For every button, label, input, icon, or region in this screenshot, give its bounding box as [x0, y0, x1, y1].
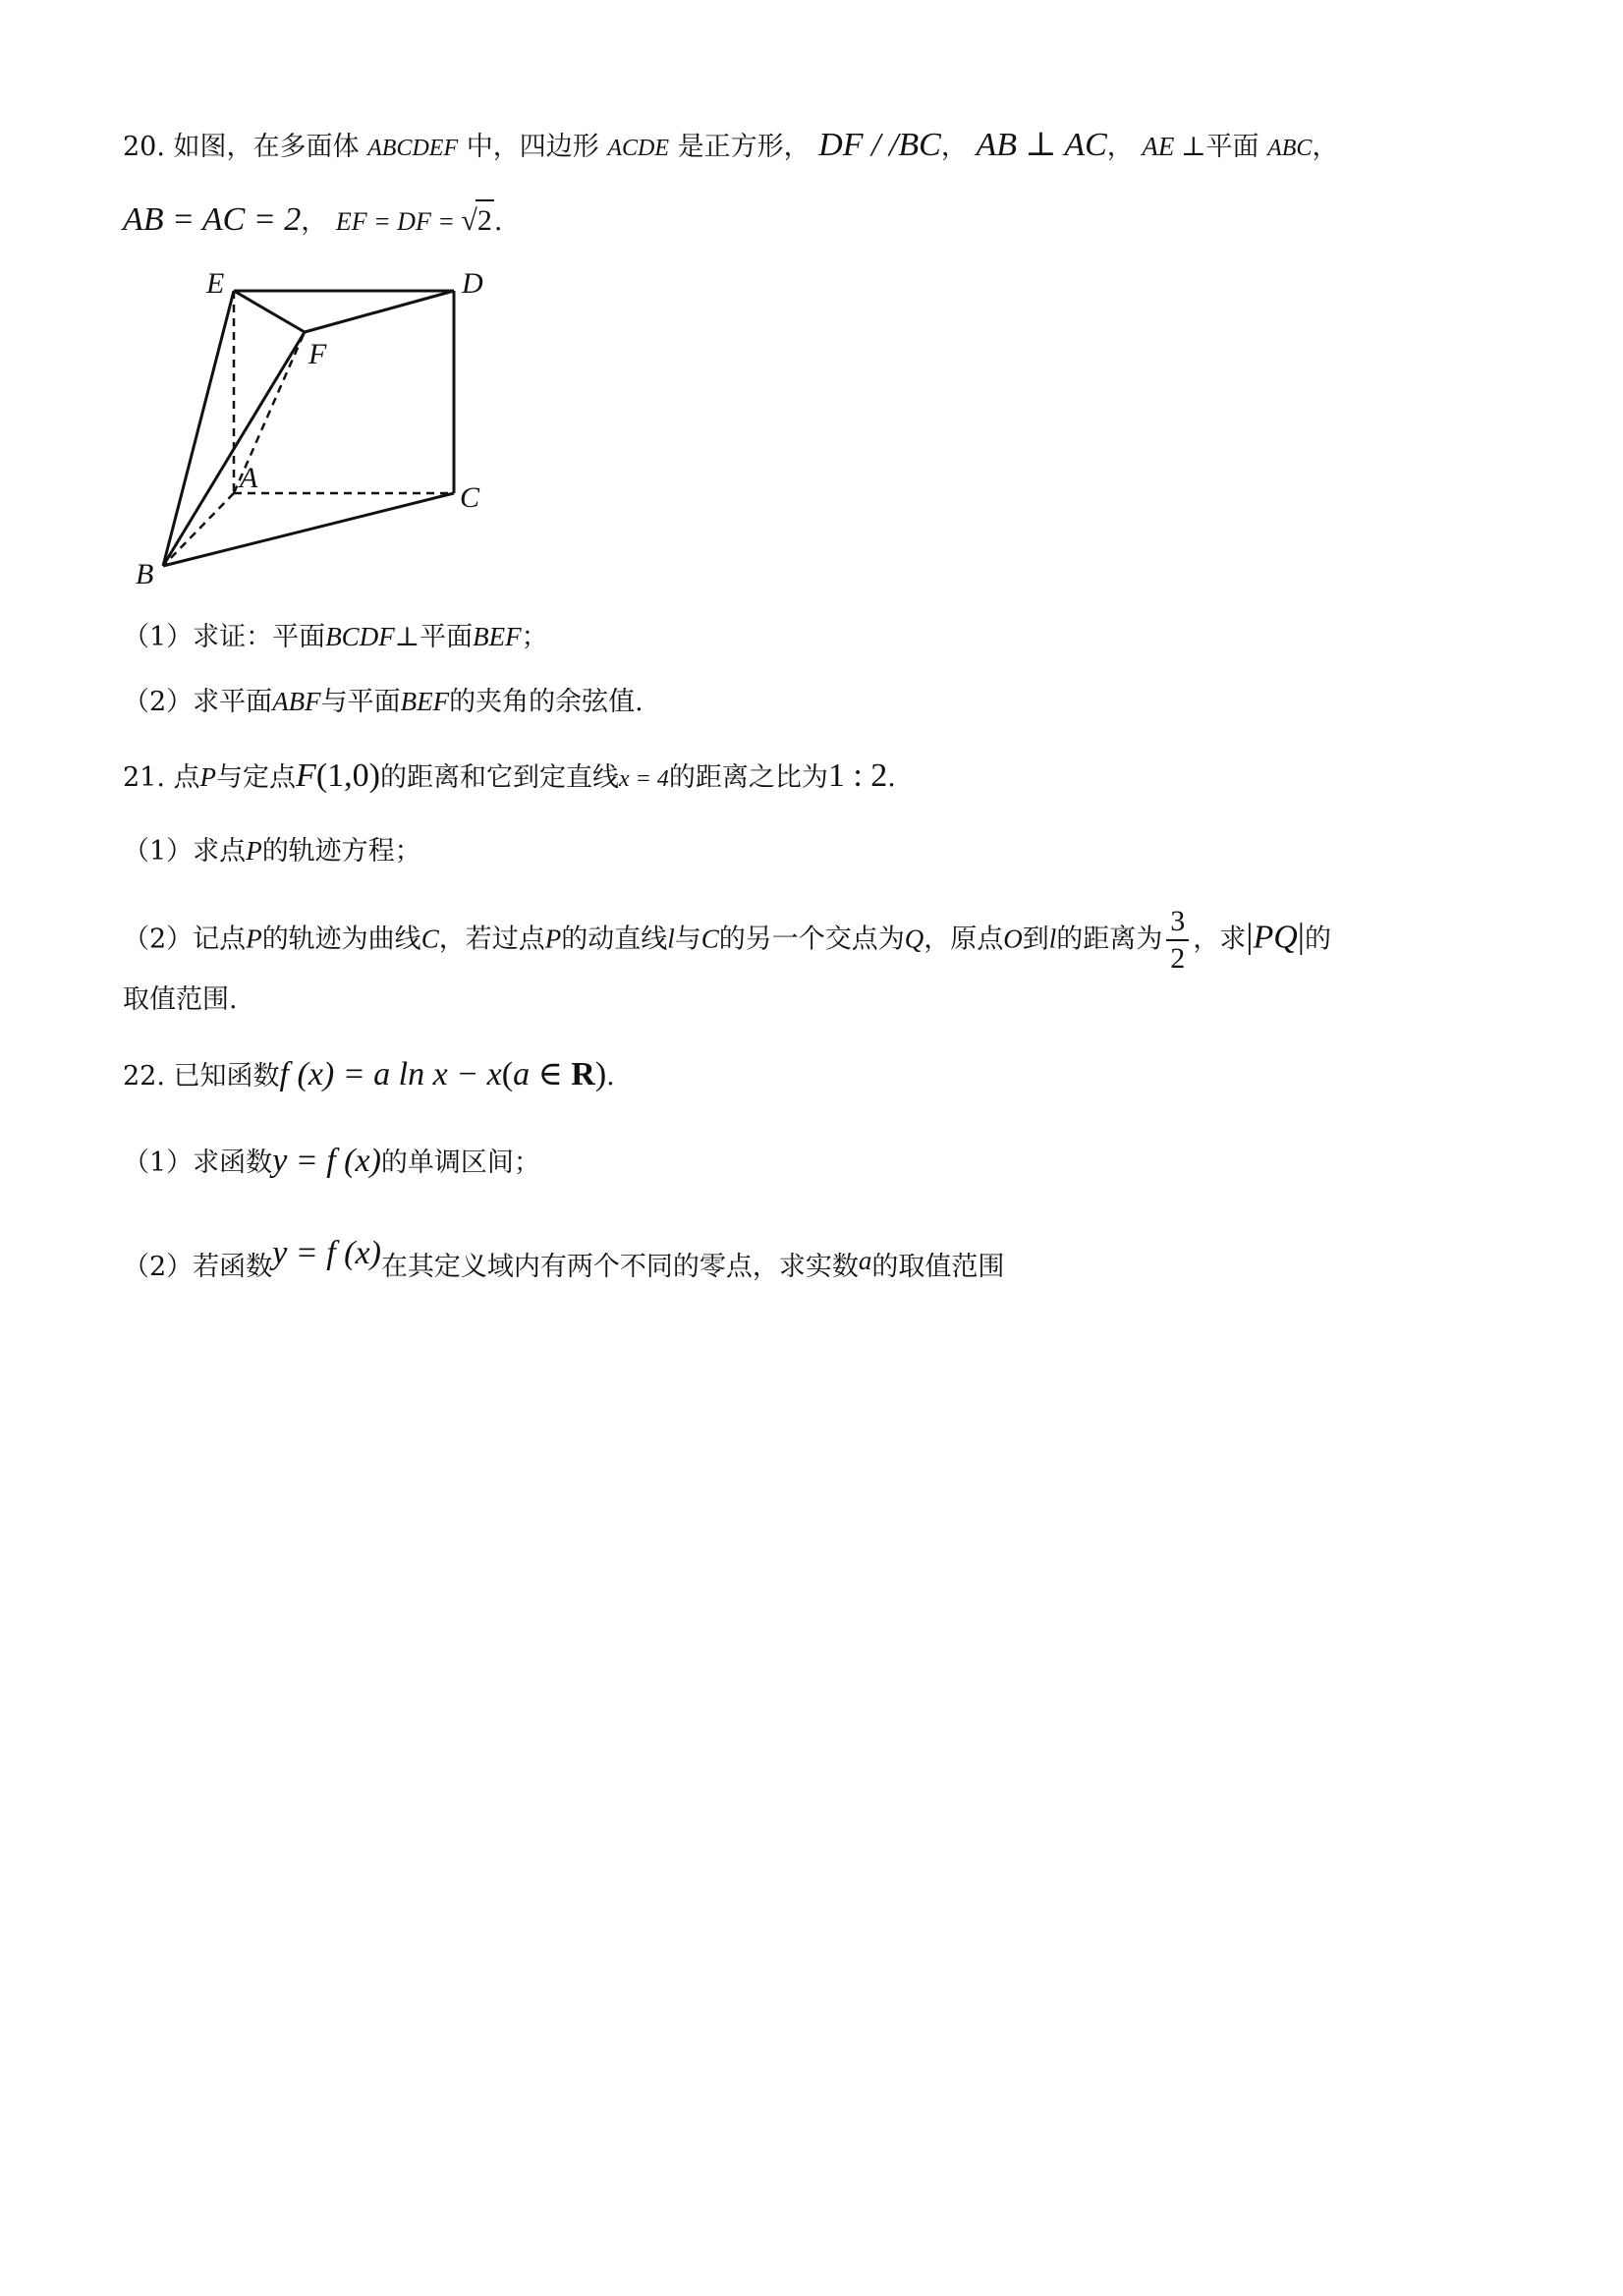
- q21-F: F: [296, 757, 316, 794]
- edge-EF: [234, 291, 305, 332]
- q20-part1-end: ；: [521, 622, 548, 652]
- q21-part2-line2: [123, 980, 238, 1020]
- q22-domain-a: a: [513, 1056, 531, 1092]
- q20-part2-mid: 与平面: [320, 687, 401, 717]
- q22-part2-b: 在其定义域内有两个不同的零点，求实数: [380, 1252, 859, 1282]
- q21-part1-P: P: [246, 836, 262, 866]
- q20-intro: 如图，在多面体: [173, 132, 360, 162]
- q20-line1: [123, 126, 1338, 168]
- q21-part2-C: C: [420, 924, 439, 954]
- q20-cond1: DF / /BC: [818, 127, 941, 163]
- q21-part2-f: 的另一个交点为: [718, 924, 905, 955]
- q21-part2: （2）记点P的轨迹为曲线C，若过点P的动直线l与C的另一个交点为Q，原点O到l的距离为 $\frac{3}{2}$ ，求|PQ|的: [123, 905, 1332, 975]
- q21-part2-j: ，求: [1193, 924, 1247, 955]
- label-F: F: [308, 338, 327, 370]
- q21-e: .: [887, 762, 896, 793]
- q20-comma2: ，: [1312, 132, 1339, 162]
- q21-d: 的距离之比为: [668, 762, 828, 793]
- q21-part2-k: 的: [1305, 924, 1332, 955]
- q20-part1-perp: ⊥平面: [394, 622, 474, 652]
- q22-part2: [123, 1235, 1005, 1287]
- q22-number: 22.: [123, 1061, 165, 1092]
- q21-part2-P2: P: [544, 924, 562, 954]
- q22-part2-func: y = f (x): [272, 1235, 381, 1271]
- q22-func: f (x) = a ln x − x: [279, 1056, 502, 1092]
- q22-end: .: [606, 1061, 615, 1092]
- q21-part2-C2: C: [700, 924, 719, 954]
- q22-domain-in: ∈: [530, 1056, 572, 1092]
- q21-part2-e: 与: [674, 924, 701, 955]
- q22-domain-close: ): [594, 1056, 607, 1092]
- frac-num: 3: [1166, 904, 1189, 941]
- frac-den: 2: [1170, 942, 1186, 975]
- q21-ratio: 1 : 2: [827, 757, 888, 794]
- q21-part2-P: P: [246, 924, 262, 954]
- q21-part2-h: 到: [1022, 924, 1049, 955]
- q22-part1-a: （1）求函数: [123, 1148, 273, 1178]
- q20-cond3a: AE ⊥: [1142, 132, 1206, 161]
- q20-line2a: AB = AC = 2: [123, 201, 302, 238]
- polyhedron-figure: [128, 265, 521, 599]
- q22-domain-R: R: [571, 1056, 595, 1092]
- q21-part2-i: 的距离为: [1056, 924, 1163, 955]
- q21-part2-O: O: [1003, 924, 1023, 954]
- q21-a: 点: [173, 762, 200, 793]
- q22-part2-a: （2）若函数: [123, 1252, 273, 1282]
- q20-line2c: EF = DF =: [335, 207, 462, 236]
- q20-part2-num: （2）求平面: [123, 687, 273, 717]
- q21-P: P: [199, 762, 217, 792]
- q20-number: 20.: [123, 132, 165, 162]
- q21-b: 与定点: [216, 762, 297, 793]
- fraction-three-halves: [1166, 904, 1189, 977]
- q20-part2-end: 的夹角的余弦值.: [449, 687, 644, 717]
- q21-part1-end: 的轨迹方程；: [261, 836, 421, 867]
- q20-comma-b: ，: [1106, 132, 1134, 162]
- q22-part2-end: 的取值范围: [871, 1252, 1005, 1282]
- q20-period: .: [493, 206, 503, 237]
- label-C: C: [460, 481, 480, 514]
- q20-part2-p2: BEF: [400, 687, 450, 716]
- q22-part1-end: 的单调区间；: [380, 1148, 540, 1178]
- q20-part2-p1: ABF: [272, 687, 321, 716]
- edge-BC: [163, 493, 454, 566]
- edge-EB: [163, 291, 234, 566]
- label-B: B: [136, 558, 154, 590]
- q21-Fcoord: (1,0): [315, 757, 380, 794]
- q21-c: 的距离和它到定直线: [379, 762, 619, 793]
- q20-zhong: 中，四边形: [466, 132, 599, 162]
- q21-part2-Q: Q: [904, 924, 924, 954]
- q21-part2-d: 的动直线: [561, 924, 668, 955]
- q20-square: ACDE: [607, 136, 669, 161]
- q21-PQ: PQ: [1253, 919, 1298, 956]
- q21-part1: （1）求点: [123, 836, 247, 867]
- q21-part2-l2: l: [1048, 924, 1057, 954]
- q20-line2b: ，: [301, 206, 328, 237]
- q21-part2-c: ，若过点: [438, 924, 545, 955]
- q22-part2-a-var: a: [858, 1246, 872, 1275]
- q20-line2: AB = AC = 2， EF = DF = √2.: [123, 199, 502, 242]
- label-D: D: [462, 267, 483, 300]
- q22-part1: [123, 1142, 540, 1183]
- edge-FD: [305, 291, 454, 332]
- q21-part2-g: ，原点: [923, 924, 1004, 955]
- label-E: E: [206, 267, 225, 300]
- q20-part1-p1: BCDF: [325, 622, 395, 651]
- q22-line1: [123, 1055, 615, 1096]
- q20-part1: [123, 617, 548, 657]
- q22-domain-open: (: [501, 1056, 514, 1092]
- q22-a: 已知函数: [173, 1061, 280, 1092]
- q21-part2-l: l: [667, 924, 675, 954]
- q21-part2-line2-text: 取值范围.: [123, 984, 238, 1015]
- q20-plane: ABC: [1267, 136, 1313, 161]
- q22-part1-func: y = f (x): [272, 1143, 381, 1179]
- q20-part1-num: （1）求证：平面: [123, 622, 326, 652]
- label-A: A: [240, 462, 258, 494]
- q20-solid: ABCDEF: [367, 136, 459, 161]
- q21-xline: x = 4: [618, 766, 669, 792]
- q21-line1: [123, 756, 896, 799]
- q21-number: 21.: [123, 762, 165, 793]
- q21-part2-b: 的轨迹为曲线: [261, 924, 421, 955]
- q20-cond3b: 平面: [1205, 132, 1259, 162]
- q20-comma: ，: [940, 132, 968, 162]
- q20-shi: 是正方形，: [677, 132, 811, 162]
- q20-cond2: AB ⊥ AC: [976, 127, 1107, 163]
- q21-part2-a: （2）记点: [123, 924, 247, 955]
- q20-part1-p2: BEF: [473, 622, 522, 651]
- q20-part2: [123, 682, 644, 722]
- q20-sqrt-arg: 2: [476, 199, 494, 241]
- q21-part1: [123, 831, 421, 871]
